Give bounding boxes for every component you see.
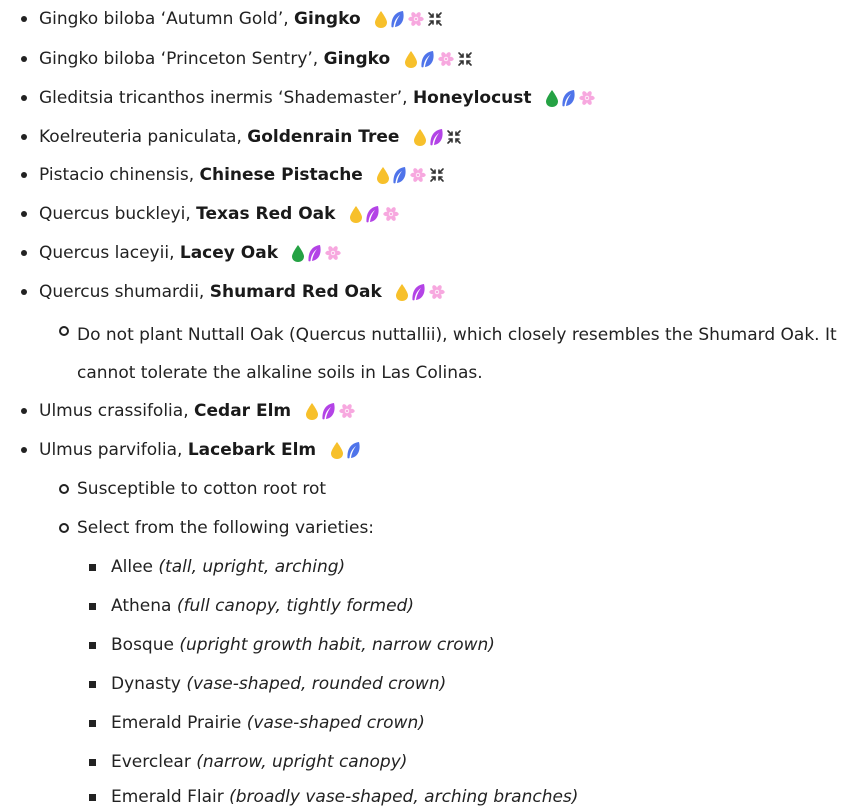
icon-group	[349, 199, 402, 229]
list-item-text	[39, 199, 402, 229]
flower-icon	[578, 89, 596, 107]
bullet-disc	[21, 408, 27, 414]
species-name: Quercus laceyii,	[39, 243, 180, 263]
list-item-text	[39, 4, 445, 34]
water-drop-icon	[395, 283, 409, 302]
variety-name: Emerald Flair	[111, 787, 230, 807]
common-name: Honeylocust	[412, 88, 532, 108]
leaf-icon	[411, 283, 426, 302]
list-item-text	[39, 122, 464, 152]
flower-icon	[428, 283, 446, 301]
common-name: Goldenrain Tree	[247, 127, 400, 147]
variety-name: Allee	[111, 557, 159, 577]
bullet-disc	[21, 289, 27, 295]
bullet-square	[89, 603, 96, 610]
leaf-icon	[321, 402, 336, 421]
bullet-circle	[59, 523, 69, 533]
leaf-icon	[365, 205, 380, 224]
leaf-icon	[307, 244, 322, 263]
nuttall-oak-note: Do not plant Nuttall Oak (Quercus nuttallii), which closely resembles the Shumard Oak. It cannot tolerate the alkaline soils in Las Colinas.	[77, 325, 837, 383]
water-drop-icon	[305, 402, 319, 421]
list-item-text	[39, 160, 447, 190]
species-name: Quercus shumardii,	[39, 282, 210, 302]
common-name: Texas Red Oak	[196, 204, 336, 224]
species-name: Koelreuteria paniculata,	[39, 127, 248, 147]
bullet-disc	[21, 16, 27, 22]
icon-group	[330, 435, 363, 465]
icon-group	[305, 396, 358, 426]
common-name: Shumard Red Oak	[209, 282, 382, 302]
bullet-disc	[21, 56, 27, 62]
compress-arrows-icon	[427, 11, 443, 27]
species-name: Quercus buckleyi,	[39, 204, 197, 224]
flower-icon	[437, 50, 455, 68]
varieties-heading: Select from the following varieties:	[77, 518, 375, 538]
common-name: Cedar Elm	[194, 401, 292, 421]
common-name: Lacey Oak	[179, 243, 279, 263]
compress-arrows-icon	[457, 51, 473, 67]
icon-group	[376, 160, 447, 190]
variety-name: Everclear	[111, 752, 197, 772]
icon-group	[413, 122, 464, 152]
list-item-text	[39, 238, 344, 268]
bullet-square	[89, 642, 96, 649]
bullet-square	[89, 681, 96, 688]
variety-name: Dynasty	[111, 674, 187, 694]
flower-icon	[324, 244, 342, 262]
variety-description: (tall, upright, arching)	[158, 557, 346, 577]
species-name: Gingko biloba ‘Autumn Gold’,	[39, 9, 295, 29]
common-name: Gingko	[323, 49, 391, 69]
bullet-disc	[21, 95, 27, 101]
leaf-icon	[392, 166, 407, 185]
common-name: Gingko	[294, 9, 361, 29]
water-drop-icon	[413, 128, 427, 147]
bullet-disc	[21, 172, 27, 178]
bullet-circle	[59, 484, 69, 494]
bullet-square	[89, 759, 96, 766]
water-drop-icon	[404, 50, 418, 69]
list-item-text	[39, 396, 358, 426]
compress-arrows-icon	[429, 167, 445, 183]
variety-description: (full canopy, tightly formed)	[176, 596, 414, 616]
icon-group	[545, 83, 598, 113]
water-drop-icon	[330, 441, 344, 460]
variety-description: (upright growth habit, narrow crown)	[179, 635, 495, 655]
water-drop-icon	[349, 205, 363, 224]
list-item-text	[39, 83, 598, 113]
water-drop-icon	[376, 166, 390, 185]
leaf-icon	[429, 128, 444, 147]
species-name: Ulmus crassifolia,	[39, 401, 195, 421]
leaf-icon	[390, 10, 405, 29]
leaf-icon	[561, 89, 576, 108]
species-name: Gingko biloba ‘Princeton Sentry’,	[39, 49, 324, 69]
list-item-text	[39, 277, 448, 307]
common-name: Lacebark Elm	[187, 440, 317, 460]
water-drop-icon	[374, 10, 388, 29]
list-item-text	[39, 435, 363, 465]
icon-group	[291, 238, 344, 268]
flower-icon	[382, 205, 400, 223]
common-name: Chinese Pistache	[199, 165, 363, 185]
bullet-square	[89, 794, 96, 801]
cotton-root-rot-note: Susceptible to cotton root rot	[77, 479, 327, 499]
water-drop-icon	[545, 89, 559, 108]
bullet-disc	[21, 134, 27, 140]
variety-description: (vase-shaped crown)	[246, 713, 425, 733]
variety-name: Bosque	[111, 635, 180, 655]
variety-description: (broadly vase-shaped, arching branches)	[229, 787, 579, 807]
bullet-disc	[21, 211, 27, 217]
variety-description: (narrow, upright canopy)	[196, 752, 408, 772]
variety-name: Athena	[111, 596, 177, 616]
bullet-disc	[21, 250, 27, 256]
variety-description: (vase-shaped, rounded crown)	[186, 674, 447, 694]
icon-group	[374, 4, 445, 34]
compress-arrows-icon	[446, 129, 462, 145]
bullet-square	[89, 720, 96, 727]
flower-icon	[409, 166, 427, 184]
water-drop-icon	[291, 244, 305, 263]
icon-group	[404, 44, 475, 74]
species-name: Gleditsia tricanthos inermis ‘Shademaster’,	[39, 88, 413, 108]
species-name: Ulmus parvifolia,	[39, 440, 188, 460]
flower-icon	[338, 402, 356, 420]
icon-group	[395, 277, 448, 307]
flower-icon	[407, 10, 425, 28]
bullet-disc	[21, 447, 27, 453]
bullet-circle	[59, 326, 69, 336]
variety-name: Emerald Prairie	[111, 713, 247, 733]
species-name: Pistacio chinensis,	[39, 165, 200, 185]
bullet-square	[89, 564, 96, 571]
leaf-icon	[420, 50, 435, 69]
list-item-text	[39, 44, 475, 74]
leaf-icon	[346, 441, 361, 460]
